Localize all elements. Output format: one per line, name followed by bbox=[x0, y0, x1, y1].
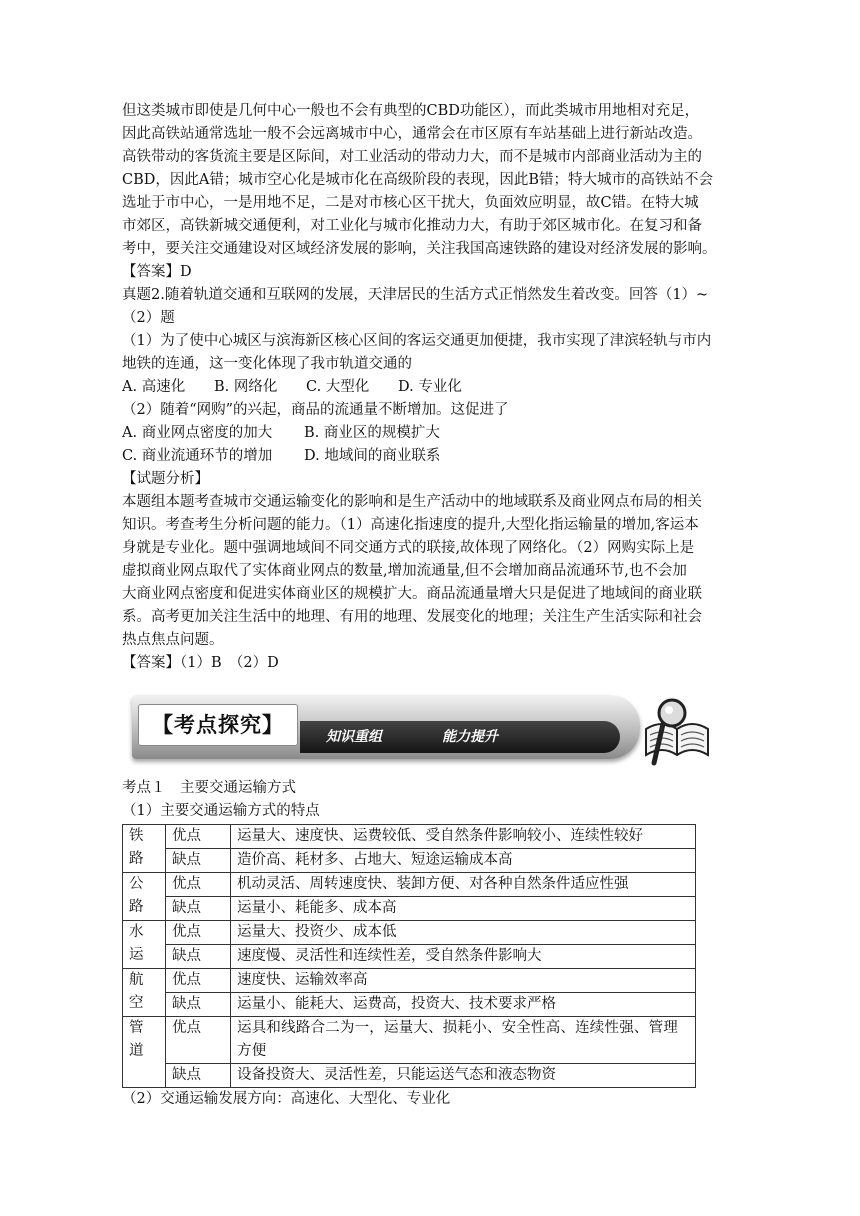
question-2-options-row2 bbox=[122, 445, 742, 468]
transport-table bbox=[122, 824, 696, 1088]
answer-line: 【答案】（1）B （2）D bbox=[122, 655, 279, 671]
text-line: 身就是专业化。题中强调地域间不同交通方式的联接,故体现了网络化。（2）网购实际上是 bbox=[122, 540, 695, 556]
document-page bbox=[122, 100, 742, 1111]
section-banner bbox=[128, 685, 718, 777]
text-line: 虚拟商业网点取代了实体商业网点的数量,增加流通量,但不会增加商品流通环节,也不会加 bbox=[122, 563, 687, 579]
desc-cell: 运具和线路合二为一，运量大、损耗小、安全性高、连续性强、管理方便 bbox=[231, 1017, 696, 1064]
desc-cell: 造价高、耗材多、占地大、短途运输成本高 bbox=[231, 849, 696, 873]
answer-line: 【答案】D bbox=[122, 264, 192, 280]
table-row bbox=[123, 993, 696, 1017]
text-line: 知识。考查考生分析问题的能力。（1）高速化指速度的提升,大型化指运输量的增加,客运本 bbox=[122, 517, 699, 533]
mode-cell: 铁 路 bbox=[123, 825, 166, 873]
desc-cell: 运量大、投资少、成本低 bbox=[231, 921, 696, 945]
desc-cell: 设备投资大、灵活性差，只能运送气态和液态物资 bbox=[231, 1064, 696, 1088]
paragraph-continuation bbox=[122, 100, 742, 261]
table-row bbox=[123, 921, 696, 945]
desc-cell: 机动灵活、周转速度快、装卸方便、对各种自然条件适应性强 bbox=[231, 873, 696, 897]
text-line: CBD，因此A错；城市空心化是城市化在高级阶段的表现，因此B错；特大城市的高铁站不会 bbox=[122, 172, 713, 188]
banner-subtitle-strip bbox=[300, 721, 620, 753]
text-line: 大商业网点密度和促进实体商业区的规模扩大。商品流通量增大只是促进了地域间的商业联 bbox=[122, 586, 702, 602]
analysis-body bbox=[122, 491, 742, 652]
table-row bbox=[123, 849, 696, 873]
text-line: 系。高考更加关注生活中的地理、有用的地理、发展变化的地理；关注生产生活实际和社会 bbox=[122, 609, 702, 625]
table-row bbox=[123, 945, 696, 969]
option-a: A. 高速化 bbox=[122, 379, 186, 395]
desc-cell: 运量小、能耗大、运费高，投资大、技术要求严格 bbox=[231, 993, 696, 1017]
kind-cell: 缺点 bbox=[166, 849, 231, 873]
footer-line: （2）交通运输发展方向：高速化、大型化、专业化 bbox=[122, 1091, 451, 1107]
table-row bbox=[123, 1064, 696, 1088]
table-row bbox=[123, 1017, 696, 1064]
option-d: D. 地域间的商业联系 bbox=[304, 448, 441, 464]
kind-cell: 缺点 bbox=[166, 945, 231, 969]
kind-cell: 缺点 bbox=[166, 897, 231, 921]
table-row bbox=[123, 969, 696, 993]
question-heading: 真题2.随着轨道交通和互联网的发展，天津居民的生活方式正悄然发生着改变。回答（1）~ bbox=[122, 287, 709, 303]
kind-cell: 优点 bbox=[166, 969, 231, 993]
text-line: 高铁带动的客货流主要是区际间，对工业活动的带动力大，而不是城市内部商业活动为主的 bbox=[122, 149, 702, 165]
option-b: B. 网络化 bbox=[214, 379, 278, 395]
text-line: 考中，要关注交通建设对区域经济发展的影响，关注我国高速铁路的建设对经济发展的影响。 bbox=[122, 241, 717, 257]
question-2-stem: （2）随着“网购”的兴起，商品的流通量不断增加。这促进了 bbox=[122, 402, 509, 418]
text-line: 因此高铁站通常选址一般不会远离城市中心，通常会在市区原有车站基础上进行新站改造。 bbox=[122, 126, 702, 142]
kind-cell: 优点 bbox=[166, 921, 231, 945]
option-d: D. 专业化 bbox=[398, 379, 462, 395]
text-line: 市郊区，高铁新城交通便利，对工业化与城市化推动力大，有助于郊区城市化。在复习和备 bbox=[122, 218, 702, 234]
option-b: B. 商业区的规模扩大 bbox=[304, 425, 440, 441]
desc-cell: 速度快、运输效率高 bbox=[231, 969, 696, 993]
table-row bbox=[123, 825, 696, 849]
banner-subtitle-1: 知识重组 bbox=[326, 729, 382, 745]
kind-cell: 优点 bbox=[166, 1017, 231, 1064]
text-line: 热点焦点问题。 bbox=[122, 632, 224, 648]
desc-cell: 速度慢、灵活性和连续性差，受自然条件影响大 bbox=[231, 945, 696, 969]
table-row bbox=[123, 873, 696, 897]
desc-cell: 运量大、速度快、运费较低、受自然条件影响较小、连续性较好 bbox=[231, 825, 696, 849]
question-1-stem: （1）为了使中心城区与滨海新区核心区间的客运交通更加便捷，我市实现了津滨轻轨与市内 bbox=[122, 333, 712, 349]
banner-title: 【考点探究】 bbox=[138, 704, 298, 746]
section-title: 考点１ 主要交通运输方式 bbox=[122, 780, 296, 796]
kind-cell: 缺点 bbox=[166, 993, 231, 1017]
kind-cell: 缺点 bbox=[166, 1064, 231, 1088]
option-c: C. 大型化 bbox=[306, 379, 370, 395]
kind-cell: 优点 bbox=[166, 873, 231, 897]
mode-cell: 航 空 bbox=[123, 969, 166, 1017]
mode-cell: 公 路 bbox=[123, 873, 166, 921]
question-2-options-row1 bbox=[122, 422, 742, 445]
text-line: 本题组本题考查城市交通运输变化的影响和是生产活动中的地域联系及商业网点布局的相关 bbox=[122, 494, 702, 510]
magnifier-book-icon bbox=[640, 689, 714, 769]
desc-cell: 运量小、耗能多、成本高 bbox=[231, 897, 696, 921]
text-line: 但这类城市即使是几何中心一般也不会有典型的CBD功能区），而此类城市用地相对充足， bbox=[122, 103, 700, 119]
kind-cell: 优点 bbox=[166, 825, 231, 849]
analysis-heading: 【试题分析】 bbox=[122, 471, 209, 487]
mode-cell: 管 道 bbox=[123, 1017, 166, 1088]
question-heading-cont: （2）题 bbox=[122, 310, 175, 326]
mode-cell: 水 运 bbox=[123, 921, 166, 969]
text-line: 选址于市中心，一是用地不足，二是对市核心区干扰大，负面效应明显，故C错。在特大城 bbox=[122, 195, 699, 211]
question-1-stem-cont: 地铁的连通，这一变化体现了我市轨道交通的 bbox=[122, 356, 412, 372]
table-row bbox=[123, 897, 696, 921]
question-1-options bbox=[122, 376, 742, 399]
option-a: A. 商业网点密度的加大 bbox=[122, 425, 273, 441]
option-c: C. 商业流通环节的增加 bbox=[122, 448, 273, 464]
sub-title: （1）主要交通运输方式的特点 bbox=[122, 803, 320, 819]
banner-subtitle-2: 能力提升 bbox=[442, 729, 498, 745]
